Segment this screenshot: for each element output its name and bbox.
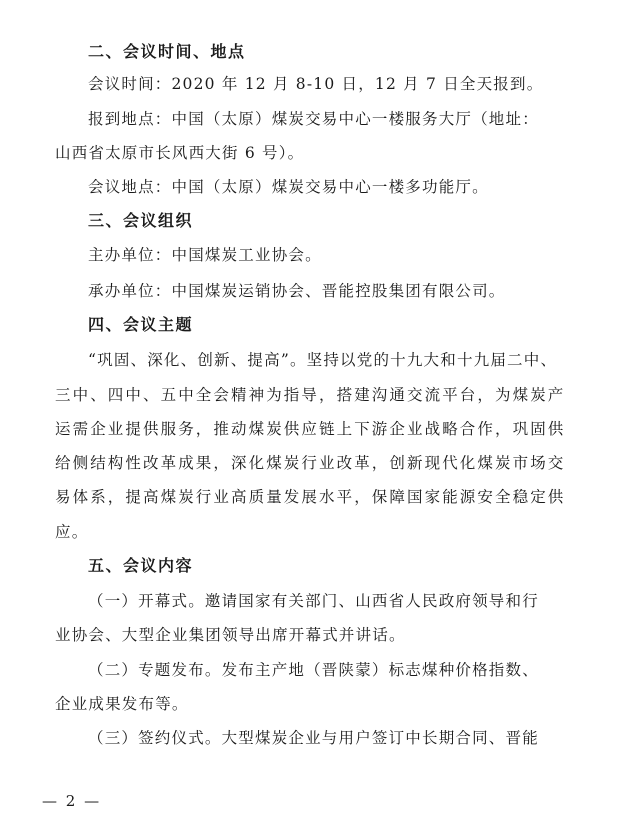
content-item-opening: （一）开幕式。邀请国家有关部门、山西省人民政府领导和行 bbox=[88, 592, 539, 610]
meeting-time-line: 会议时间：2020 年 12 月 8-10 日，12 月 7 日全天报到。 bbox=[88, 75, 544, 93]
section-heading-content: 五、会议内容 bbox=[88, 556, 194, 575]
section-heading-theme: 四、会议主题 bbox=[88, 315, 194, 334]
theme-paragraph-line: 易体系，提高煤炭行业高质量发展水平，保障国家能源安全稳定供 bbox=[55, 488, 566, 506]
host-unit-line: 主办单位：中国煤炭工业协会。 bbox=[88, 246, 322, 264]
content-item-opening-cont: 业协会、大型企业集团领导出席开幕式并讲话。 bbox=[55, 626, 406, 644]
page-number: — 2 — bbox=[42, 792, 102, 810]
meeting-place-line: 会议地点：中国（太原）煤炭交易中心一楼多功能厅。 bbox=[88, 178, 489, 196]
theme-paragraph-line: 三中、四中、五中全会精神为指导，搭建沟通交流平台，为煤炭产 bbox=[55, 386, 566, 404]
section-heading-time-place: 二、会议时间、地点 bbox=[88, 42, 246, 61]
theme-paragraph-line: “巩固、深化、创新、提高”。坚持以党的十九大和十九届二中、 bbox=[88, 351, 558, 369]
organizer-unit-line: 承办单位：中国煤炭运销协会、晋能控股集团有限公司。 bbox=[88, 282, 506, 300]
registration-place-line: 报到地点：中国（太原）煤炭交易中心一楼服务大厅（地址： bbox=[88, 110, 539, 128]
theme-paragraph-line: 运需企业提供服务，推动煤炭供应链上下游企业战略合作，巩固供 bbox=[55, 420, 566, 438]
theme-paragraph-line: 应。 bbox=[55, 523, 89, 541]
content-item-signing: （三）签约仪式。大型煤炭企业与用户签订中长期合同、晋能 bbox=[88, 729, 539, 747]
theme-paragraph-line: 给侧结构性改革成果，深化煤炭行业改革，创新现代化煤炭市场交 bbox=[55, 454, 566, 472]
registration-address-line: 山西省太原市长风西大街 6 号）。 bbox=[55, 144, 305, 162]
content-item-release: （二）专题发布。发布主产地（晋陕蒙）标志煤种价格指数、 bbox=[88, 661, 539, 679]
content-item-release-cont: 企业成果发布等。 bbox=[55, 695, 189, 713]
section-heading-organization: 三、会议组织 bbox=[88, 211, 194, 230]
